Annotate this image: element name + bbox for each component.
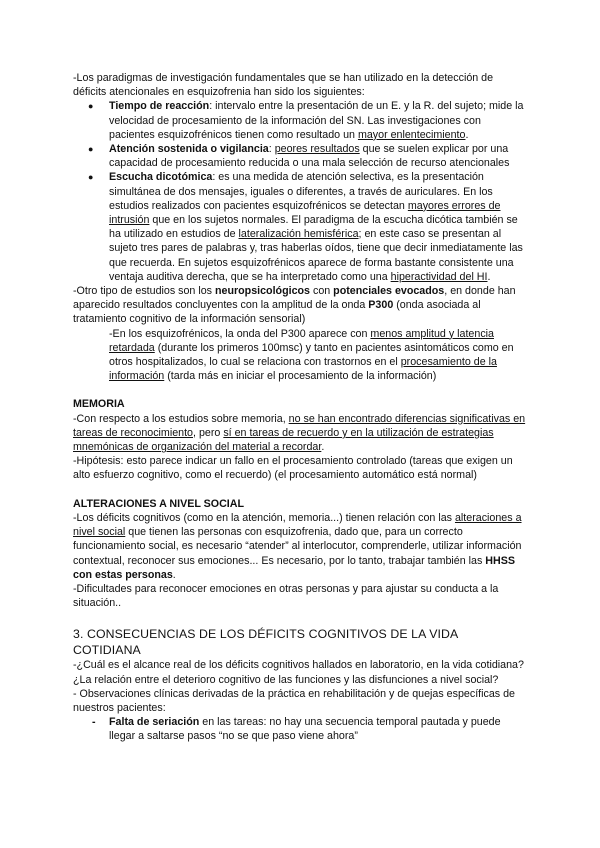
item-text: . — [465, 128, 469, 141]
text: -Los déficits cognitivos (como en la atención, memoria...) tienen relación con las — [73, 511, 455, 524]
social-heading: ALTERACIONES A NIVEL SOCIAL — [73, 497, 245, 510]
item-text: : es una medida de atención selectiva, es la presentación simultánea de dos mensajes, iguales o diferentes, a través de auriculares. En los estudios realizados con pacientes esquizofrénicos se detectan — [109, 171, 493, 212]
p300-paragraph — [73, 327, 528, 384]
underlined-text: lateralización hemisférica — [238, 228, 359, 241]
text: . — [321, 441, 325, 454]
list-item — [73, 170, 528, 284]
section-3-title: 3. CONSECUENCIAS DE LOS DÉFICITS COGNITIVOS DE LA VIDA COTIDIANA — [73, 627, 458, 658]
item-text: ; en este caso se presentan al sujeto tres pares de palabras y, tras haberlas oídos, tiene que decir inmediatamente las que recuerda. En sujetos esquizofrénicos aparece de forma bastante consistente una ventaja auditiva derecha, que se ha interpretado como una — [109, 228, 523, 283]
underlined-text: mayor enlentecimiento — [357, 128, 466, 141]
bold-text: potenciales evocados — [333, 285, 445, 298]
spacer — [73, 383, 528, 397]
list-item — [73, 715, 528, 743]
underlined-text: peores resultados — [274, 143, 360, 156]
intro-paragraph: -Los paradigmas de investigación fundamentales que se han utilizado en la detección de déficits atencionales en esquizofrenia han sido los siguientes: — [73, 72, 494, 99]
text: (onda asociada al tratamiento cognitivo de la información sensorial) — [73, 299, 481, 326]
social-paragraph — [73, 511, 528, 582]
item-text: : intervalo entre la presentación de un E. y la R. del sujeto; mide la velocidad de procesamiento de la información del SN. Las investigaciones con pacientes esquizofrénicos tienen como resultado un — [109, 100, 524, 141]
term: Atención sostenida o vigilancia — [109, 143, 269, 156]
underlined-text: hiperactividad del HI — [390, 270, 488, 283]
item-text: : — [268, 143, 275, 156]
underlined-text: mayores errores de intrusión — [109, 199, 501, 227]
underlined-text: sí en tareas de recuerdo y en la utilización de estrategias mnemónicas de organización del material a recordar — [73, 426, 494, 454]
item-text: que se suelen explicar por una capacidad de procesamiento reducida o una mala selección de recurso atencionales — [109, 143, 510, 170]
text: con — [310, 285, 334, 298]
spacer — [73, 610, 528, 624]
memoria-heading: MEMORIA — [73, 398, 125, 411]
list-item — [73, 142, 528, 170]
text: -Con respecto a los estudios sobre memoria, — [73, 412, 289, 425]
paradigm-list — [73, 99, 528, 284]
spacer — [73, 483, 528, 497]
question-paragraph: -¿Cuál es el alcance real de los déficits cognitivos hallados en laboratorio, en la vida cotidiana? ¿La relación entre el deterioro cognitivo de las funciones y las disfunciones a nivel social? — [73, 659, 524, 686]
hipotesis-paragraph: -Hipótesis: esto parece indicar un fallo en el procesamiento controlado (tareas que exigen un alto esfuerzo cognitivo, como el recuerdo) (el procesamiento automático está normal) — [73, 455, 513, 482]
text: (tarda más en iniciar el procesamiento de la información) — [164, 370, 437, 383]
underlined-text: procesamiento de la información — [109, 356, 497, 383]
underlined-text: menos amplitud y latencia retardada — [109, 327, 494, 354]
item-text: que en los sujetos normales. El paradigma de la escucha dicótica también se ha utilizado en estudios de — [109, 214, 518, 241]
item-text: . — [487, 270, 491, 283]
underlined-text: no se han encontrado diferencias significativas en tareas de reconocimiento — [73, 412, 526, 439]
bold-text: P300 — [368, 299, 394, 312]
term: Tiempo de reacción — [109, 100, 210, 113]
text: -En los esquizofrénicos, la onda del P300 aparece con — [109, 327, 371, 340]
term: Escucha dicotómica — [109, 171, 213, 184]
bold-text: neuropsicológicos — [214, 285, 310, 298]
list-item — [73, 99, 528, 142]
text: , pero — [193, 426, 224, 439]
observations-list — [73, 715, 528, 743]
text: (durante los primeros 100msc) y tanto en pacientes asintomáticos como en otros hospitalizados, lo cual se relaciona con trastornos en el — [109, 341, 514, 369]
bold-text: HHSS con estas personas — [73, 554, 515, 581]
text: , en donde han aparecido resultados concluyentes con la amplitud de la onda — [73, 285, 516, 312]
underlined-text: alteraciones a nivel social — [73, 511, 522, 539]
neuro-paragraph — [73, 284, 528, 327]
text: -Otro tipo de estudios son los — [73, 285, 215, 298]
text: . — [172, 568, 176, 581]
document-page — [73, 71, 528, 744]
memoria-paragraph — [73, 412, 528, 455]
dificultades-paragraph: -Dificultades para reconocer emociones en otras personas y para ajustar su conducta a la situación.. — [73, 582, 499, 610]
text: que tienen las personas con esquizofrenia, dado que, para un correcto funcionamiento social, es necesario “atender” al interlocutor, comprenderle, utilizar información contextual, reconocer sus emociones... Es necesario, por lo tanto, trabajar también las — [73, 526, 522, 567]
item-text: en las tareas: no hay una secuencia temporal pautada y puede llegar a saltarse pasos “no se que paso viene ahora” — [109, 716, 501, 743]
observations-paragraph: - Observaciones clínicas derivadas de la práctica en rehabilitación y de quejas específicas de nuestros pacientes: — [73, 687, 515, 714]
term: Falta de seriación — [109, 716, 200, 729]
